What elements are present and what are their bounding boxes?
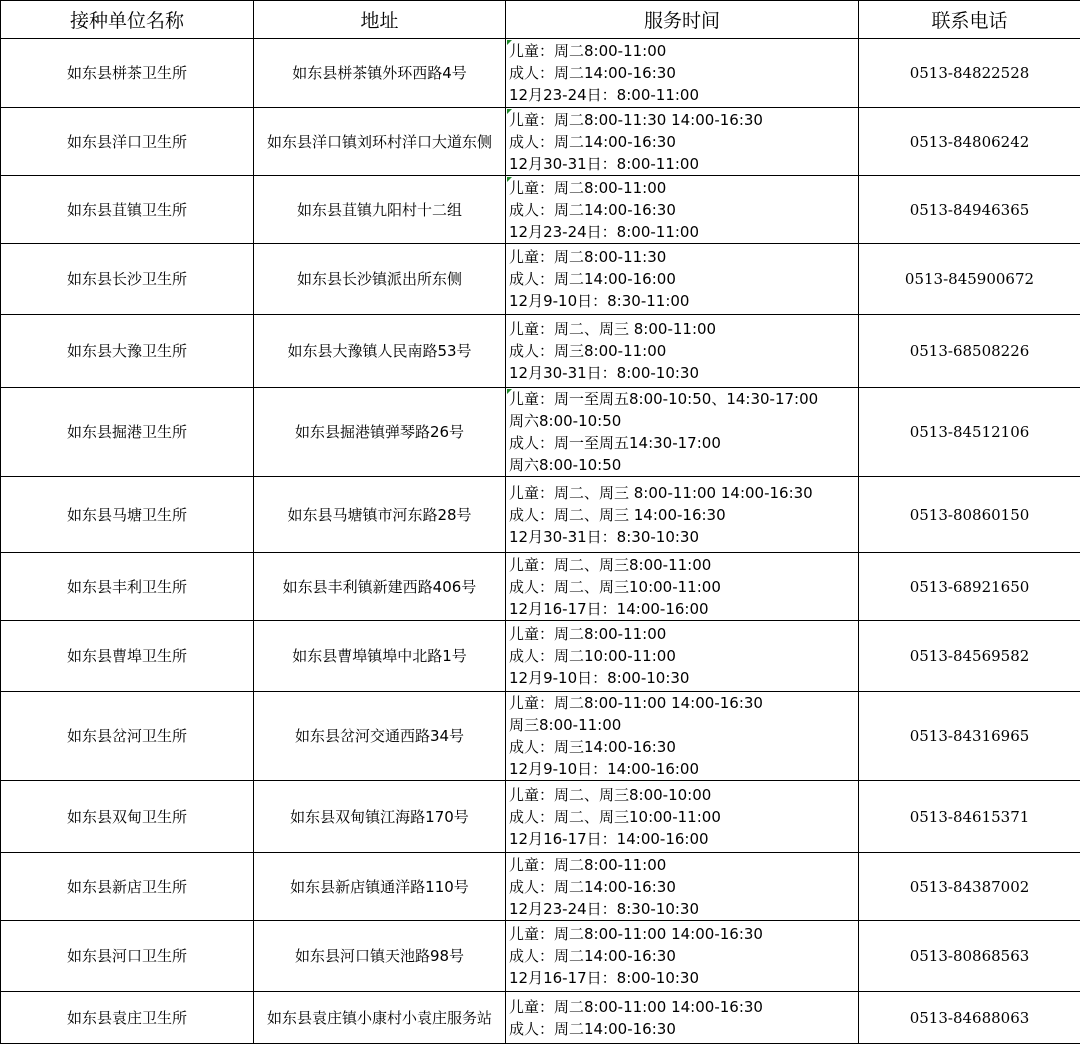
service-time-line: 12月30-31日：8:00-11:00	[509, 154, 699, 173]
service-time-line: 儿童：周二、周三 8:00-11:00	[509, 320, 717, 338]
clinic-phone: 0513-80868563	[859, 921, 1080, 992]
clinic-address: 如东县栟茶镇外环西路4号	[254, 39, 506, 108]
service-time-line: 儿童：周一至周五8:00-10:50、14:30-17:00	[509, 390, 819, 408]
clinic-phone: 0513-84806242	[859, 108, 1080, 176]
service-time-line: 儿童：周二8:00-11:00	[509, 42, 667, 60]
header-address: 地址	[254, 1, 506, 39]
table-row	[1, 108, 1080, 176]
clinic-name: 如东县新店卫生所	[1, 853, 254, 921]
service-time-line: 成人：周二、周三10:00-11:00	[509, 577, 721, 596]
service-time	[506, 992, 859, 1044]
clinic-phone: 0513-84512106	[859, 388, 1080, 477]
clinic-address: 如东县袁庄镇小康村小袁庄服务站	[254, 992, 506, 1044]
service-time	[506, 315, 859, 388]
clinic-address: 如东县马塘镇市河东路28号	[254, 477, 506, 553]
service-time-line: 儿童：周二8:00-11:00 14:00-16:30	[509, 997, 763, 1016]
clinic-address: 如东县苴镇九阳村十二组	[254, 176, 506, 244]
service-time	[506, 477, 859, 553]
service-time-line: 成人：周二10:00-11:00	[509, 647, 676, 665]
clinic-phone: 0513-80860150	[859, 477, 1080, 553]
service-time-line: 成人：周二14:00-16:30	[509, 877, 676, 896]
service-time-line: 成人：周二14:00-16:30	[509, 1019, 676, 1038]
service-time	[506, 853, 859, 921]
service-time-line: 儿童：周二8:00-11:00	[509, 855, 667, 874]
table-row	[1, 39, 1080, 108]
table-row	[1, 553, 1080, 621]
service-time-line: 12月16-17日：8:00-10:30	[509, 969, 699, 987]
clinic-phone: 0513-84316965	[859, 692, 1080, 781]
table-row	[1, 315, 1080, 388]
service-time-line: 成人：周二14:00-16:30	[509, 947, 676, 965]
service-time-line: 成人：周三8:00-11:00	[509, 342, 667, 360]
service-time-line: 12月9-10日：14:00-16:00	[509, 760, 699, 778]
service-time	[506, 244, 859, 315]
clinic-name: 如东县丰利卫生所	[1, 553, 254, 621]
service-time	[506, 621, 859, 692]
service-time-line: 12月9-10日：8:00-10:30	[509, 669, 690, 687]
service-time-line: 儿童：周二8:00-11:00 14:00-16:30	[509, 694, 763, 712]
service-time	[506, 39, 859, 108]
service-time-line: 儿童：周二8:00-11:00 14:00-16:30	[509, 925, 763, 943]
header-service-time: 服务时间	[506, 1, 859, 39]
cell-comment-marker	[507, 109, 512, 114]
clinic-name: 如东县双甸卫生所	[1, 781, 254, 853]
service-time-line: 12月23-24日：8:00-11:00	[509, 222, 699, 241]
clinic-phone: 0513-84387002	[859, 853, 1080, 921]
clinic-name: 如东县栟茶卫生所	[1, 39, 254, 108]
service-time-line: 儿童：周二8:00-11:30	[509, 248, 667, 266]
service-time-line: 12月9-10日：8:30-11:00	[509, 292, 690, 310]
table-row	[1, 477, 1080, 553]
cell-comment-marker	[507, 177, 512, 182]
clinic-name: 如东县袁庄卫生所	[1, 992, 254, 1044]
clinic-phone: 0513-84822528	[859, 39, 1080, 108]
service-time-line: 儿童：周二、周三8:00-11:00	[509, 555, 712, 574]
clinic-phone: 0513-84615371	[859, 781, 1080, 853]
service-time-line: 成人：周二、周三10:00-11:00	[509, 807, 721, 826]
service-time-line: 12月30-31日：8:30-10:30	[509, 527, 699, 546]
clinic-address: 如东县大豫镇人民南路53号	[254, 315, 506, 388]
clinic-name: 如东县苴镇卫生所	[1, 176, 254, 244]
cell-comment-marker	[507, 40, 512, 45]
service-time	[506, 176, 859, 244]
clinic-phone: 0513-84688063	[859, 992, 1080, 1044]
table-row	[1, 621, 1080, 692]
header-unit-name: 接种单位名称	[1, 1, 254, 39]
clinic-name: 如东县洋口卫生所	[1, 108, 254, 176]
clinic-address: 如东县丰利镇新建西路406号	[254, 553, 506, 621]
table-row	[1, 853, 1080, 921]
clinic-address: 如东县洋口镇刘环村洋口大道东侧	[254, 108, 506, 176]
service-time	[506, 921, 859, 992]
service-time	[506, 692, 859, 781]
service-time-line: 12月30-31日：8:00-10:30	[509, 364, 699, 382]
service-time-line: 成人：周一至周五14:30-17:00	[509, 434, 721, 452]
clinic-address: 如东县掘港镇弹琴路26号	[254, 388, 506, 477]
clinic-name: 如东县大豫卫生所	[1, 315, 254, 388]
service-time-line: 成人：周二、周三 14:00-16:30	[509, 505, 726, 524]
service-time-line: 周六8:00-10:50	[509, 412, 622, 430]
service-time	[506, 553, 859, 621]
table-row	[1, 781, 1080, 853]
service-time-line: 成人：周三14:00-16:30	[509, 738, 676, 756]
clinic-address: 如东县岔河交通西路34号	[254, 692, 506, 781]
service-time-line: 成人：周二14:00-16:30	[509, 64, 676, 82]
service-time-line: 儿童：周二8:00-11:00	[509, 625, 667, 643]
service-time-line: 12月16-17日：14:00-16:00	[509, 599, 709, 618]
clinic-phone: 0513-68508226	[859, 315, 1080, 388]
clinic-address: 如东县长沙镇派出所东侧	[254, 244, 506, 315]
table-row	[1, 388, 1080, 477]
cell-comment-marker	[507, 389, 512, 394]
clinic-phone: 0513-84946365	[859, 176, 1080, 244]
table-header-row	[1, 1, 1080, 39]
service-time-line: 成人：周二14:00-16:30	[509, 200, 676, 219]
table-row	[1, 692, 1080, 781]
service-time	[506, 781, 859, 853]
clinic-phone: 0513-84569582	[859, 621, 1080, 692]
service-time-line: 儿童：周二、周三 8:00-11:00 14:00-16:30	[509, 483, 813, 502]
header-phone: 联系电话	[859, 1, 1080, 39]
service-time-line: 成人：周二14:00-16:00	[509, 270, 676, 288]
service-time-line: 儿童：周二8:00-11:30 14:00-16:30	[509, 110, 763, 129]
service-time-line: 12月23-24日：8:30-10:30	[509, 899, 699, 918]
service-time-line: 儿童：周二8:00-11:00	[509, 178, 667, 197]
clinic-name: 如东县岔河卫生所	[1, 692, 254, 781]
clinic-address: 如东县双甸镇江海路170号	[254, 781, 506, 853]
clinic-name: 如东县马塘卫生所	[1, 477, 254, 553]
clinic-name: 如东县河口卫生所	[1, 921, 254, 992]
service-time	[506, 108, 859, 176]
service-time	[506, 388, 859, 477]
table-row	[1, 921, 1080, 992]
service-time-line: 12月23-24日：8:00-11:00	[509, 86, 699, 104]
table-row	[1, 992, 1080, 1044]
service-time-line: 儿童：周二、周三8:00-10:00	[509, 785, 712, 804]
clinic-name: 如东县长沙卫生所	[1, 244, 254, 315]
clinic-address: 如东县新店镇通洋路110号	[254, 853, 506, 921]
clinic-name: 如东县掘港卫生所	[1, 388, 254, 477]
clinic-address: 如东县曹埠镇埠中北路1号	[254, 621, 506, 692]
service-time-line: 12月16-17日：14:00-16:00	[509, 829, 709, 848]
table-row	[1, 244, 1080, 315]
clinic-name: 如东县曹埠卫生所	[1, 621, 254, 692]
service-time-line: 成人：周二14:00-16:30	[509, 132, 676, 151]
clinic-phone: 0513-68921650	[859, 553, 1080, 621]
service-time-line: 周三8:00-11:00	[509, 716, 622, 734]
clinic-phone: 0513-845900672	[859, 244, 1080, 315]
table-row	[1, 176, 1080, 244]
service-time-line: 周六8:00-10:50	[509, 456, 622, 474]
clinic-address: 如东县河口镇天池路98号	[254, 921, 506, 992]
